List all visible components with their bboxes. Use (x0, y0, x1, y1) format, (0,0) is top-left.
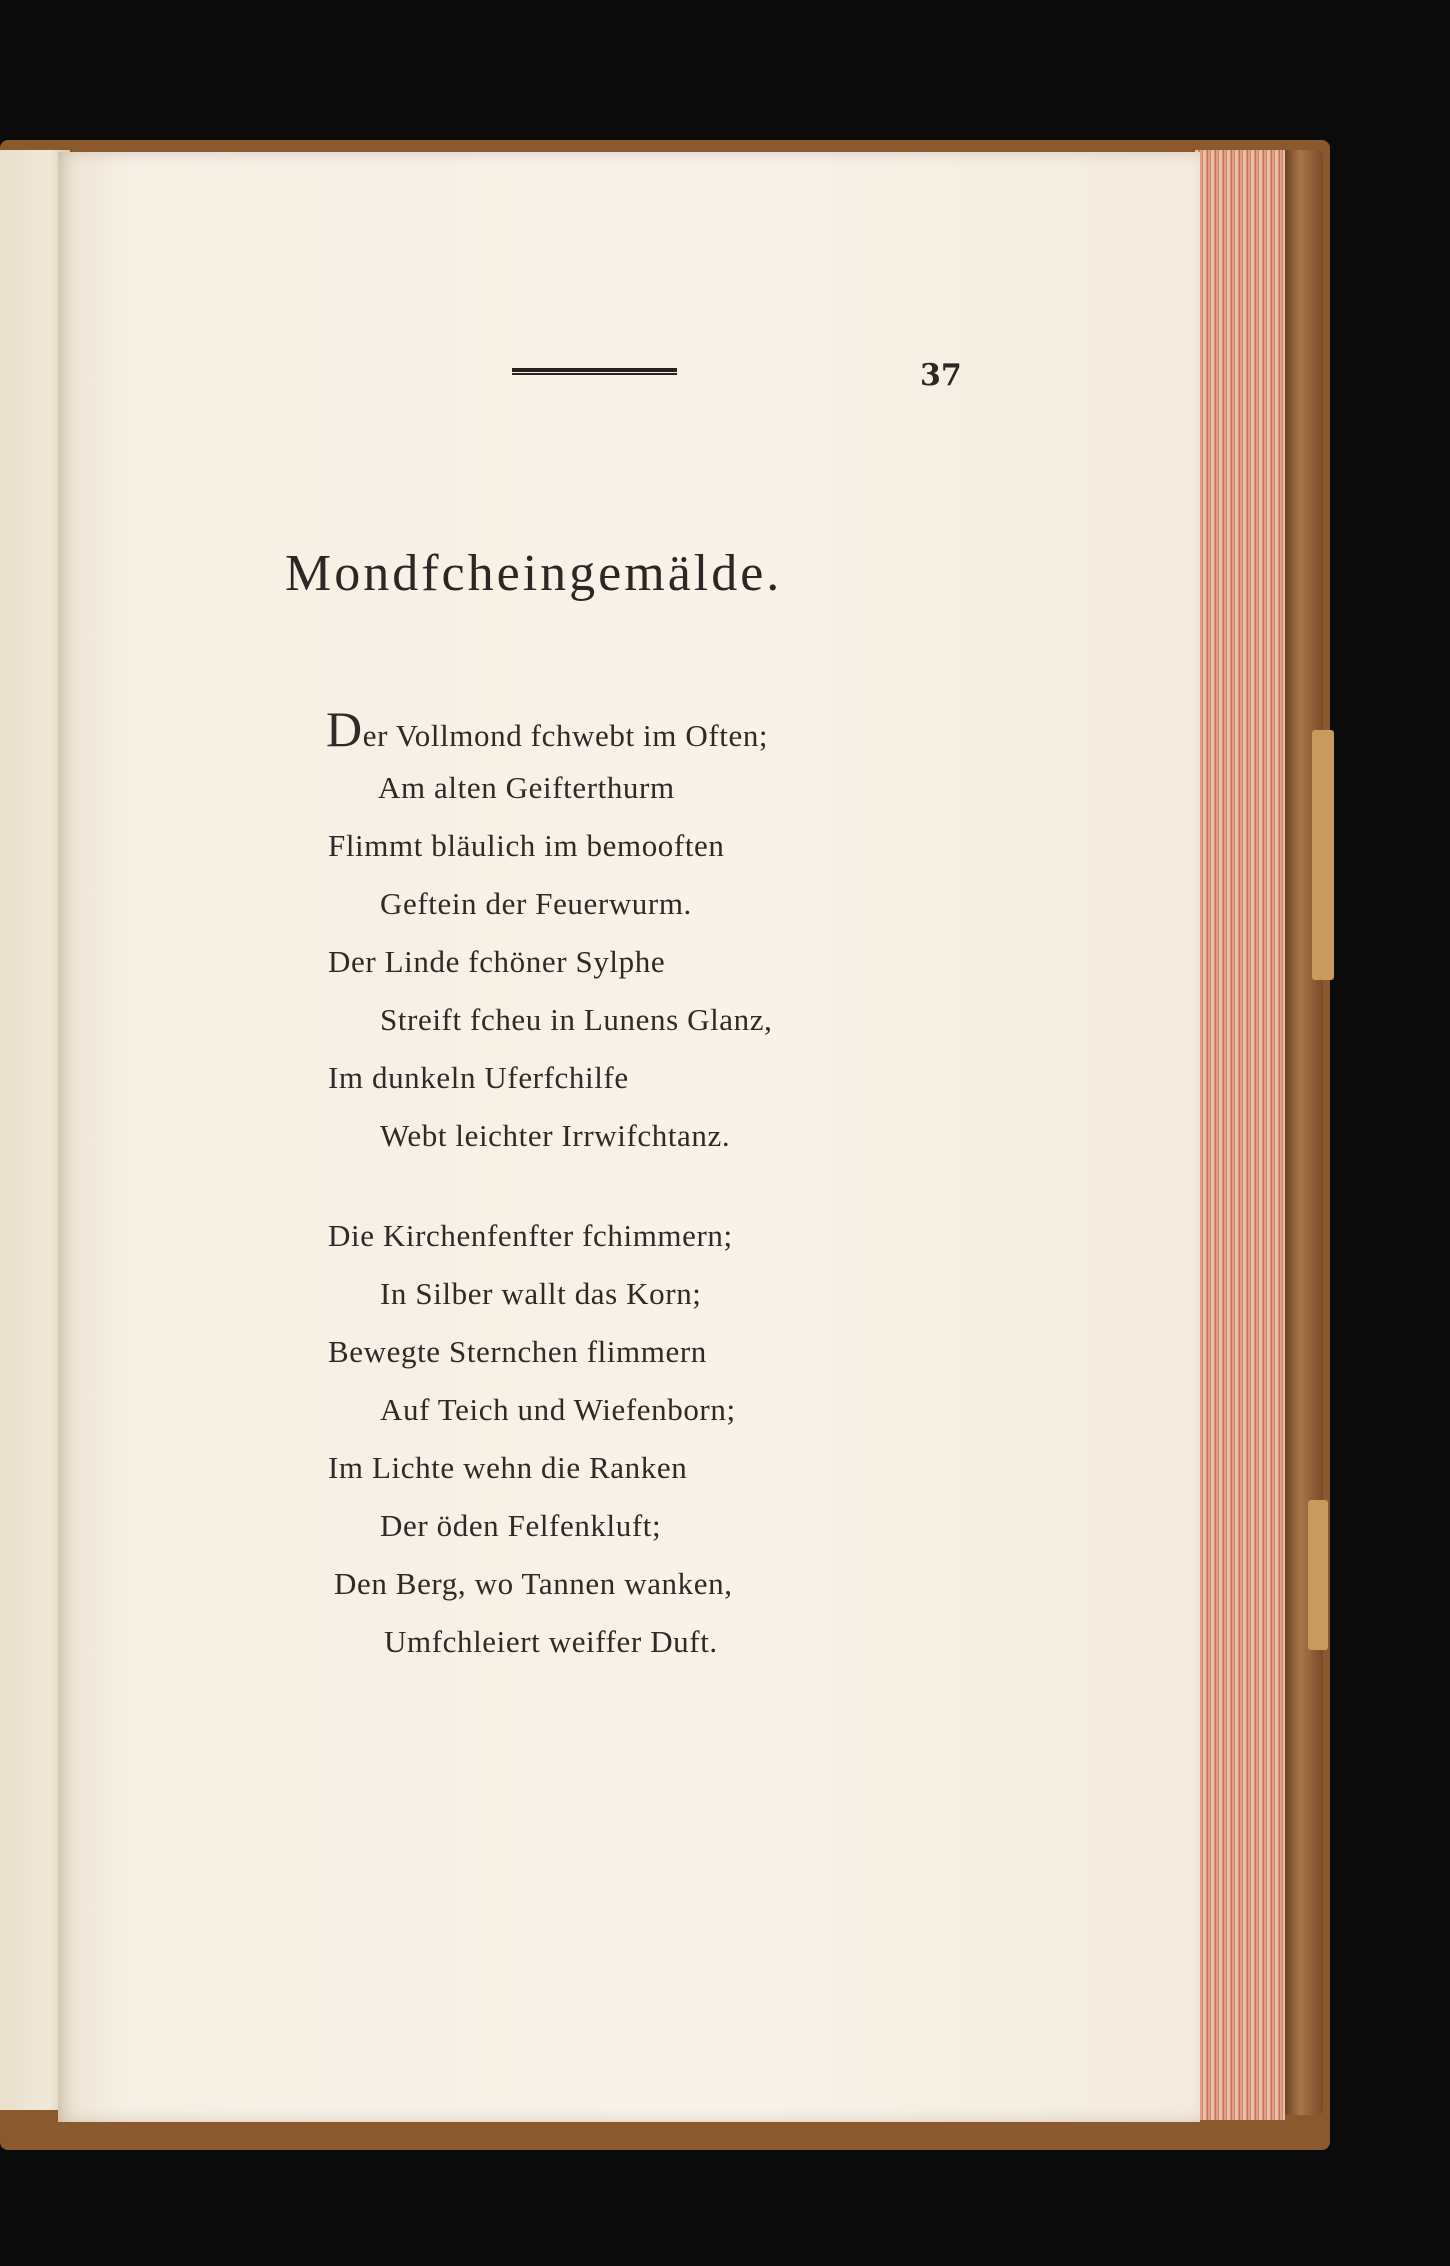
poem-line: Im dunkeln Uferfchilfe (328, 1060, 629, 1095)
poem-line: Die Kirchenfenfter fchimmern; (328, 1218, 733, 1253)
drop-cap: D (326, 701, 363, 757)
poem-line-text: er Vollmond fchwebt im Often; (362, 718, 769, 753)
poem-line: Flimmt bläulich im bemooften (328, 828, 725, 863)
poem-line: Am alten Geifterthurm (378, 770, 675, 805)
poem-title: Mondfcheingemälde. (285, 545, 783, 602)
header-rule (512, 368, 677, 375)
poem-line: Auf Teich und Wiefenborn; (380, 1392, 736, 1427)
poem-line: Der Linde fchöner Sylphe (328, 944, 666, 979)
book-page (58, 152, 1200, 2122)
page-number: 37 (920, 358, 962, 393)
poem-line: Webt leichter Irrwifchtanz. (380, 1118, 731, 1153)
poem-line (326, 700, 768, 758)
cover-edge (1285, 150, 1323, 2115)
poem-line: Bewegte Sternchen flimmern (328, 1334, 707, 1369)
poem-line: Der öden Felfenkluft; (380, 1508, 662, 1543)
poem-line: Im Lichte wehn die Ranken (328, 1450, 688, 1485)
poem-line: Den Berg, wo Tannen wanken, (334, 1566, 733, 1601)
page-edges (1195, 150, 1285, 2120)
page-tab (1308, 1500, 1328, 1650)
page-tab (1312, 730, 1334, 980)
poem-line: Umfchleiert weiffer Duft. (384, 1624, 718, 1659)
poem-line: In Silber wallt das Korn; (380, 1276, 702, 1311)
poem-line: Streift fcheu in Lunens Glanz, (380, 1002, 773, 1037)
poem-line: Geftein der Feuerwurm. (380, 886, 692, 921)
